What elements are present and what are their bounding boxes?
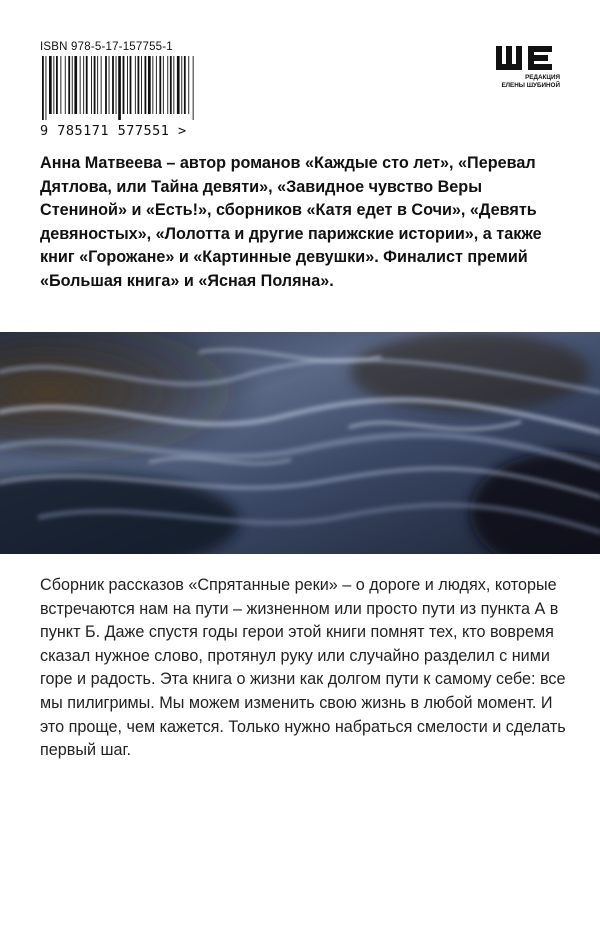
barcode-digits: 9 785171 577551 > [40,123,187,139]
river-water-photo [0,332,600,554]
barcode-block [40,40,210,139]
book-blurb: Сборник рассказов «Спрятанные реки» – о дороге и людях, которые встречаются нам на пути – жизненном или просто пути из пункта А в пункт Б. Даже спустя годы герои этой книги помнят тех, кто вовремя сказал нужное слово, протянул руку или случайно разделил с ними горе и радость. Эта книга о жизни как долгом пути к самому себе: все мы пилигримы. Мы можем изменить свою жизнь в любой момент. И это проще, чем кажется. Только нужно набраться смелости и сделать первый шаг. [40,576,566,760]
author-blurb: Анна Матвеева – автор романов «Каждые сто лет», «Перевал Дятлова, или Тайна девяти», «Завидное чувство Веры Стениной» и «Есть!», сборников «Катя едет в Сочи», «Девять девяностых», «Лолотта и другие парижские истории», а также книг «Горожане» и «Картинные девушки». Финалист премий «Большая книга» и «Ясная Поляна». [40,154,542,290]
barcode [40,56,198,120]
isbn-label: ISBN 978-5-17-157755-1 [40,41,173,53]
publisher-imprint: РЕДАКЦИЯ ЕЛЕНЫ ШУБИНОЙ [501,74,560,89]
